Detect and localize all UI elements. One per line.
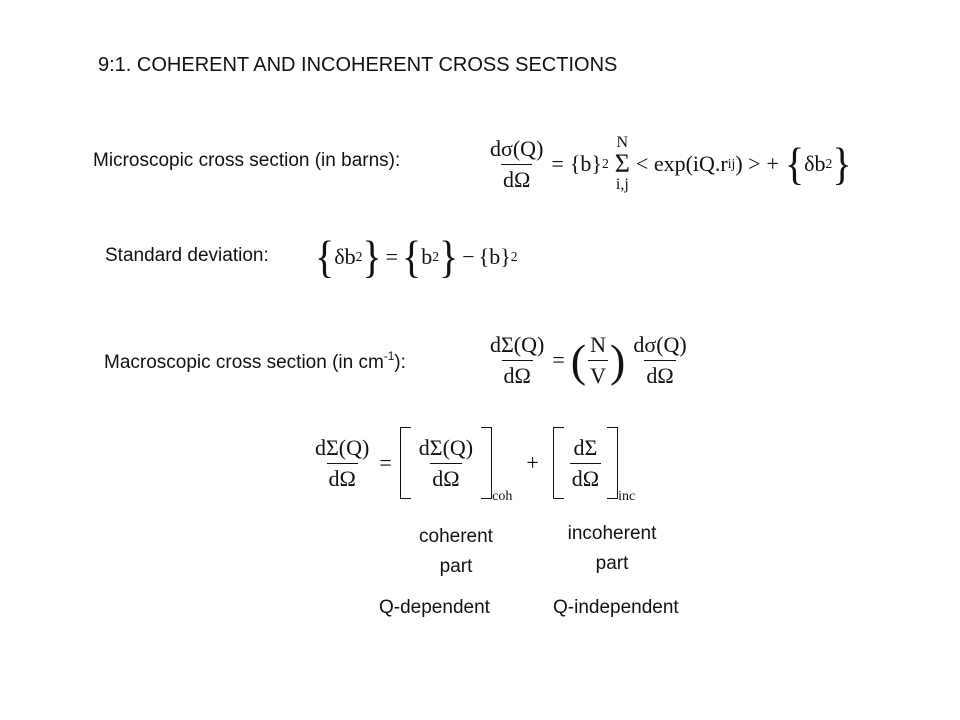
right-paren: ): [610, 334, 626, 386]
fraction-denominator: dΩ: [644, 360, 675, 389]
delta-b: δb: [804, 151, 826, 176]
macroscopic-fraction: [488, 332, 546, 389]
macroscopic-label-end: ):: [394, 352, 406, 373]
coherent-label: [410, 522, 502, 582]
macroscopic-equation: [488, 326, 689, 394]
microscopic-equation: $\frac{d\sigma(Q)}{d\Omega}$ = {b} 2 N Σ i,j < exp(iQ.r ij ) > + { δb 2 }: [490, 134, 852, 193]
fraction-numerator: dΣ(Q): [418, 434, 474, 460]
fraction-denominator: V: [588, 360, 608, 389]
plus-sign: +: [526, 450, 539, 475]
coherent-line1: coherent: [419, 526, 493, 547]
macroscopic-label: [104, 349, 406, 374]
incoherent-fraction: [570, 435, 601, 492]
fraction-denominator: dΩ: [502, 360, 533, 389]
coherent-fraction: [417, 435, 475, 492]
left-bracket: [400, 427, 411, 499]
delta-b: δb: [334, 244, 356, 269]
fraction-numerator: N: [590, 331, 606, 357]
equals-sign: =: [551, 151, 564, 176]
fraction-denominator: dΩ: [570, 463, 601, 492]
minus-sign: −: [462, 244, 475, 269]
stddev-equation: { δb 2 } = { b 2 } − {b} 2: [315, 230, 518, 283]
fraction-numerator: dΣ: [573, 434, 598, 460]
fraction-denominator: dΩ: [501, 164, 532, 193]
summation: [615, 134, 630, 194]
fraction-numerator: dσ(Q): [490, 135, 544, 161]
left-brace: {: [315, 230, 335, 283]
fraction-numerator: dΣ(Q): [490, 331, 545, 357]
fraction-numerator: dσ(Q): [633, 331, 687, 357]
stddev-label: Standard deviation:: [105, 245, 269, 266]
right-brace: }: [362, 230, 382, 283]
fraction-denominator: dΩ: [430, 463, 461, 492]
b-term: b: [421, 244, 433, 269]
unit-exponent: -1: [383, 349, 395, 363]
equals-sign: =: [385, 244, 399, 269]
density-fraction: [588, 332, 608, 389]
right-brace: }: [439, 230, 459, 283]
sum-lower: i,j: [615, 176, 629, 193]
right-bracket: [481, 427, 492, 499]
right-bracket: [607, 427, 618, 499]
microscopic-fraction: [488, 136, 545, 193]
coherent-subscript: coh: [492, 489, 513, 504]
left-paren: (: [570, 334, 587, 386]
incoherent-line1: incoherent: [567, 523, 657, 544]
fraction-denominator: dΩ: [327, 463, 358, 492]
incoherent-dependence: Q-independent: [553, 597, 679, 618]
mean-b: {b}: [478, 244, 511, 269]
coherent-dependence: Q-dependent: [379, 597, 490, 618]
right-brace: }: [832, 137, 852, 190]
sigma-symbol: Σ: [614, 149, 630, 178]
incoherent-label: [553, 519, 671, 579]
incoherent-line2: part: [595, 553, 629, 574]
plus-sign: +: [766, 151, 779, 176]
left-brace: {: [784, 137, 805, 190]
incoherent-subscript: inc: [618, 489, 636, 504]
ensemble-average: < exp(iQ.r: [635, 151, 728, 176]
mean-b: {b}: [569, 151, 602, 176]
sum-upper: N: [616, 134, 629, 151]
equals-sign: =: [552, 347, 565, 372]
left-bracket: [553, 427, 564, 499]
page-title: 9:1. COHERENT AND INCOHERENT CROSS SECTIONS: [98, 54, 618, 76]
microscopic-label: Microscopic cross section (in barns):: [93, 150, 401, 171]
macroscopic-label-text: Macroscopic cross section (in cm: [104, 352, 384, 373]
coherent-line2: part: [439, 556, 473, 577]
fraction-numerator: dΣ(Q): [315, 434, 370, 460]
decomposition-equation: [313, 425, 636, 504]
total-fraction: [313, 435, 371, 492]
micro-fraction: [631, 332, 688, 389]
equals-sign: =: [379, 450, 392, 475]
ensemble-average-end: ) >: [735, 151, 761, 176]
left-brace: {: [402, 230, 422, 283]
